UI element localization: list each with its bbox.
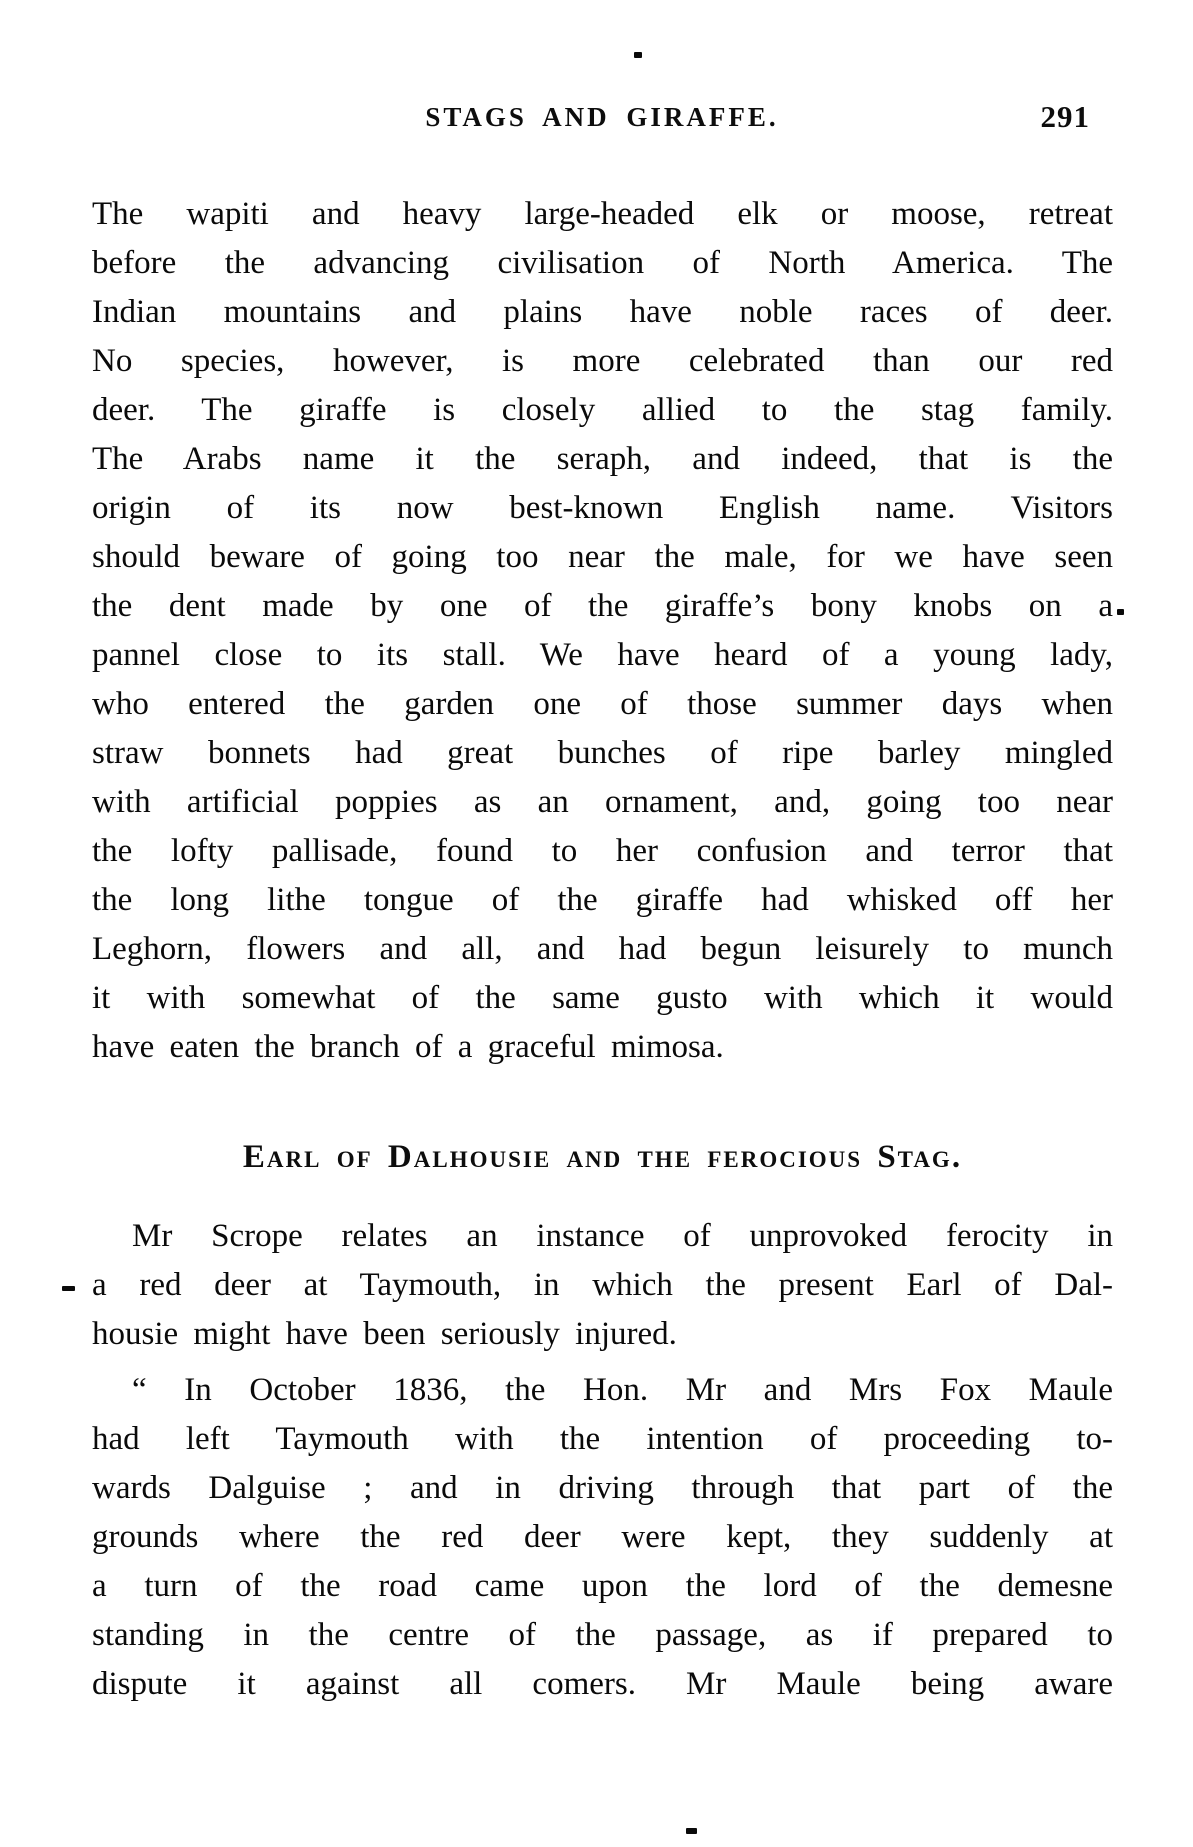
text-line: who entered the garden one of those summer days when [92,686,1113,722]
text-line: housie might have been seriously injured. [92,1316,677,1352]
text-line: the lofty pallisade, found to her confusion and terror that [92,833,1113,869]
paragraph-1 [92,190,1113,1072]
text-line: the long lithe tongue of the giraffe had whisked off her [92,882,1113,918]
text-line: should beware of going too near the male, for we have seen [92,539,1113,575]
text-line: have eaten the branch of a graceful mimosa. [92,1029,724,1065]
text-line: origin of its now best-known English name. Visitors [92,490,1113,526]
text-line: No species, however, is more celebrated than our red [92,343,1113,379]
text-line: wards Dalguise ; and in driving through that part of the [92,1470,1113,1506]
text-line: it with somewhat of the same gusto with which it would [92,980,1113,1016]
text-line: the dent made by one of the giraffe’s bony knobs on a [92,588,1113,624]
ink-speck [1117,609,1124,615]
text-line: a turn of the road came upon the lord of the demesne [92,1568,1113,1604]
text-line: before the advancing civilisation of North America. The [92,245,1113,281]
text-line: pannel close to its stall. We have heard of a young lady, [92,637,1113,673]
text-line: Indian mountains and plains have noble races of deer. [92,294,1113,330]
text-line: with artificial poppies as an ornament, and, going too near [92,784,1113,820]
text-line: standing in the centre of the passage, as if prepared to [92,1617,1113,1653]
text-line: Leghorn, flowers and all, and had begun leisurely to munch [92,931,1113,967]
running-header: STAGS AND GIRAFFE. [425,102,779,132]
text-line: The wapiti and heavy large-headed elk or moose, retreat [92,196,1113,232]
text-line: a red deer at Taymouth, in which the present Earl of Dal- [92,1267,1113,1303]
text-line: “ In October 1836, the Hon. Mr and Mrs Fox Maule [132,1372,1113,1408]
ink-speck [634,52,642,58]
text-line: deer. The giraffe is closely allied to the stag family. [92,392,1113,428]
section-heading: Earl of Dalhousie and the ferocious Stag. [242,1139,963,1175]
text-line: straw bonnets had great bunches of ripe barley mingled [92,735,1113,771]
ink-speck [686,1828,697,1834]
text-line: grounds where the red deer were kept, they suddenly at [92,1519,1113,1555]
paragraph-2 [92,1212,1113,1359]
paragraph-3 [92,1366,1113,1709]
text-line: had left Taymouth with the intention of proceeding to- [92,1421,1113,1457]
ink-speck [62,1286,75,1291]
text-line: Mr Scrope relates an instance of unprovoked ferocity in [132,1218,1113,1254]
page-number: 291 [1040,99,1090,134]
text-line: The Arabs name it the seraph, and indeed, that is the [92,441,1113,477]
text-line: dispute it against all comers. Mr Maule being aware [92,1666,1113,1702]
